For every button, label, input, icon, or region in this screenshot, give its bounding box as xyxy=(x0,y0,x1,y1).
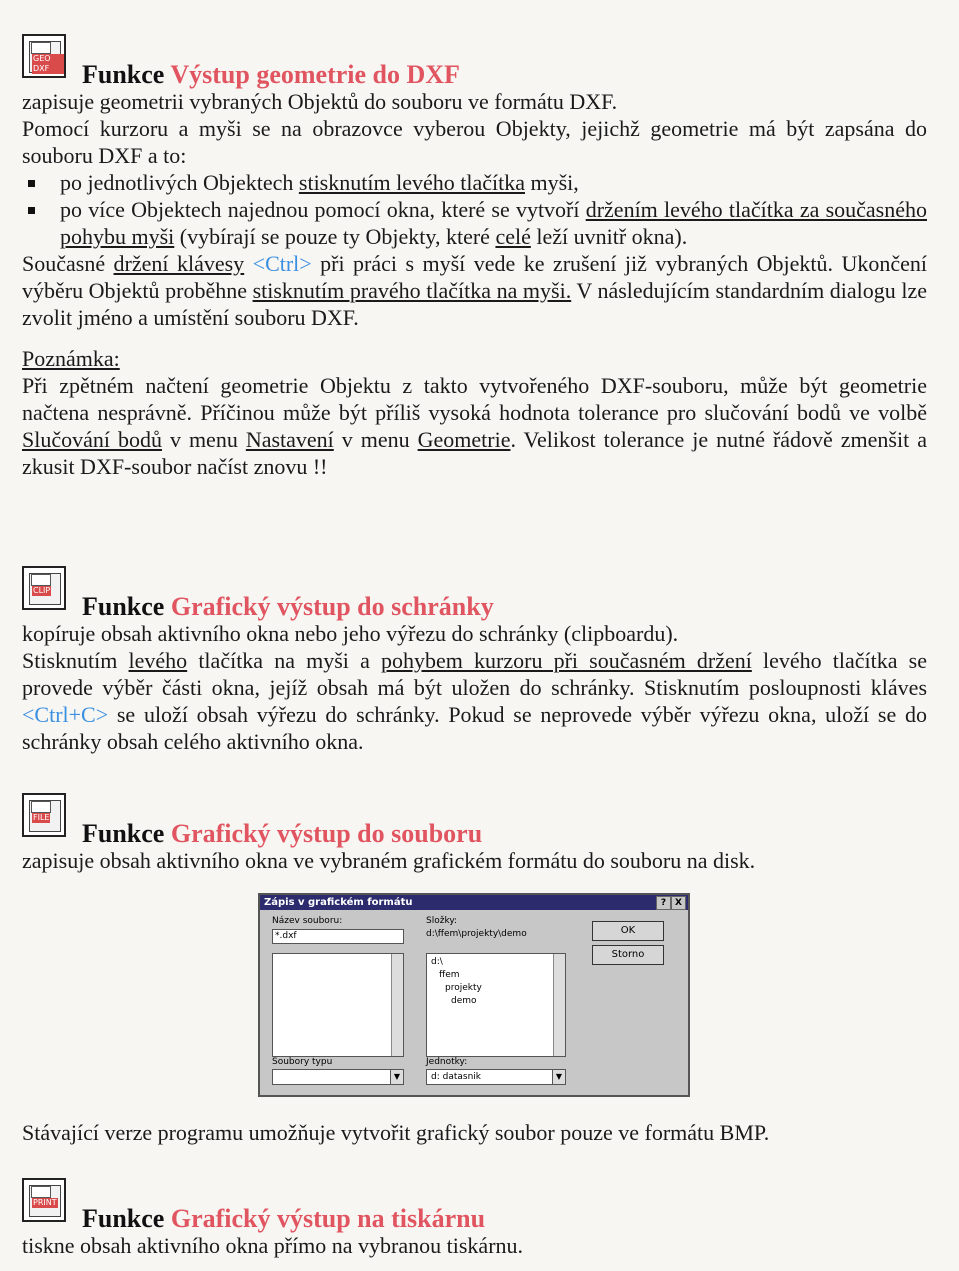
section-heading xyxy=(22,1178,927,1232)
section-heading xyxy=(22,793,927,847)
section-title: Funkce Grafický výstup do souboru xyxy=(82,819,483,848)
ctrl-key: <Ctrl> xyxy=(252,251,312,276)
filename-input[interactable]: *.dxf xyxy=(272,929,404,944)
scrollbar[interactable] xyxy=(391,954,403,1056)
paragraph: Stisknutím levého tlačítka na myši a pohybem kurzoru při současném držení levého tlačítka se provede výběr části okna, jejíž obsah má být uložen do schránky. Stisknutím posloupnosti kláves <Ctrl+C> se uloží obsah výřezu do schránky. Pokud se neprovede výběr výřezu okna, uloží se do schránky obsah celého aktivního okna. xyxy=(22,648,928,754)
paragraph: zapisuje obsah aktivního okna ve vybraném grafickém formátu do souboru na disk. xyxy=(22,848,756,873)
filename-label: Název souboru: xyxy=(272,916,343,926)
section-title: Funkce Grafický výstup do schránky xyxy=(82,592,494,621)
help-button[interactable]: ? xyxy=(656,896,671,910)
section-title: Funkce Grafický výstup na tiskárnu xyxy=(82,1204,486,1233)
drive-select[interactable]: d: datasnik ▼ xyxy=(426,1069,566,1085)
section-title: Funkce Výstup geometrie do DXF xyxy=(82,60,460,89)
clip-icon: CLIP xyxy=(22,566,66,610)
folder-item[interactable]: demo xyxy=(451,996,477,1006)
note-text: Při zpětném načtení geometrie Objektu z takto vytvořeného DXF-souboru, může být geometrie načtena nesprávně. Příčinou může být příliš vysoká hodnota tolerance pro slučování bodů ve volbě Slučování bodů v menu Nastavení v menu Geometrie. Velikost tolerance je nutné řádově zmenšit a zkusit DXF-soubor načíst znovu !! xyxy=(22,373,927,479)
file-icon: FILE xyxy=(22,793,66,837)
folder-item[interactable]: d:\ xyxy=(431,957,443,967)
paragraph: Současné držení klávesy <Ctrl> při práci s myší vede ke zrušení již vybraných Objektů. Ukončení výběru Objektů proběhne stisknutím pravého tlačítka na myši. V následujícím standardním dialogu lze zvolit jméno a umístění souboru DXF. xyxy=(22,251,928,330)
save-dialog xyxy=(258,893,690,1097)
paragraph: tiskne obsah aktivního okna přímo na vybranou tiskárnu. xyxy=(22,1233,524,1258)
section-file-note xyxy=(22,1119,927,1146)
list-item: po jednotlivých Objektech stisknutím levého tlačítka myši, xyxy=(60,169,927,196)
printer-icon: PRINT xyxy=(22,1178,66,1222)
folder-tree[interactable] xyxy=(426,953,566,1057)
section-print xyxy=(22,1178,927,1259)
filetype-label: Soubory typu xyxy=(272,1057,333,1067)
section-file xyxy=(22,793,927,874)
bullet-list xyxy=(22,169,927,250)
file-list[interactable] xyxy=(272,953,404,1057)
chevron-down-icon[interactable]: ▼ xyxy=(552,1070,565,1084)
list-item: po více Objektech najednou pomocí okna, které se vytvoří držením levého tlačítka za současného pohybu myši (vybírají se pouze ty Objekty, které celé leží uvnitř okna). xyxy=(60,197,927,249)
close-button[interactable]: X xyxy=(671,896,686,910)
section-clipboard xyxy=(22,566,927,755)
paragraph: zapisuje geometrii vybraných Objektů do souboru ve formátu DXF. xyxy=(22,89,618,114)
folders-label: Složky: xyxy=(426,916,458,926)
dialog-titlebar: Zápis v grafickém formátu ? X xyxy=(260,895,688,910)
section-heading xyxy=(22,566,927,620)
cancel-button[interactable]: Storno xyxy=(592,945,664,965)
folders-path: d:\ffem\projekty\demo xyxy=(426,929,527,939)
filetype-select[interactable]: AUTOCAD (*.DXF) ▼ xyxy=(272,1069,404,1085)
ctrl-c-key: <Ctrl+C> xyxy=(22,702,109,727)
paragraph: Stávající verze programu umožňuje vytvořit grafický soubor pouze ve formátu BMP. xyxy=(22,1120,770,1145)
ok-button[interactable]: OK xyxy=(592,921,664,941)
section-heading xyxy=(22,34,927,88)
drives-label: Jednotky: xyxy=(426,1057,468,1067)
chevron-down-icon[interactable]: ▼ xyxy=(390,1070,403,1084)
section-dxf xyxy=(22,34,927,480)
note-title: Poznámka: xyxy=(22,346,120,371)
scrollbar[interactable] xyxy=(553,954,565,1056)
folder-item[interactable]: ffem xyxy=(439,970,460,980)
paragraph: kopíruje obsah aktivního okna nebo jeho výřezu do schránky (clipboardu). xyxy=(22,621,679,646)
folder-item[interactable]: projekty xyxy=(445,983,482,993)
paragraph: Pomocí kurzoru a myši se na obrazovce vyberou Objekty, jejichž geometrie má být zapsána do souboru DXF a to: xyxy=(22,116,927,168)
geo-dxf-icon: GEO DXF xyxy=(22,34,66,78)
